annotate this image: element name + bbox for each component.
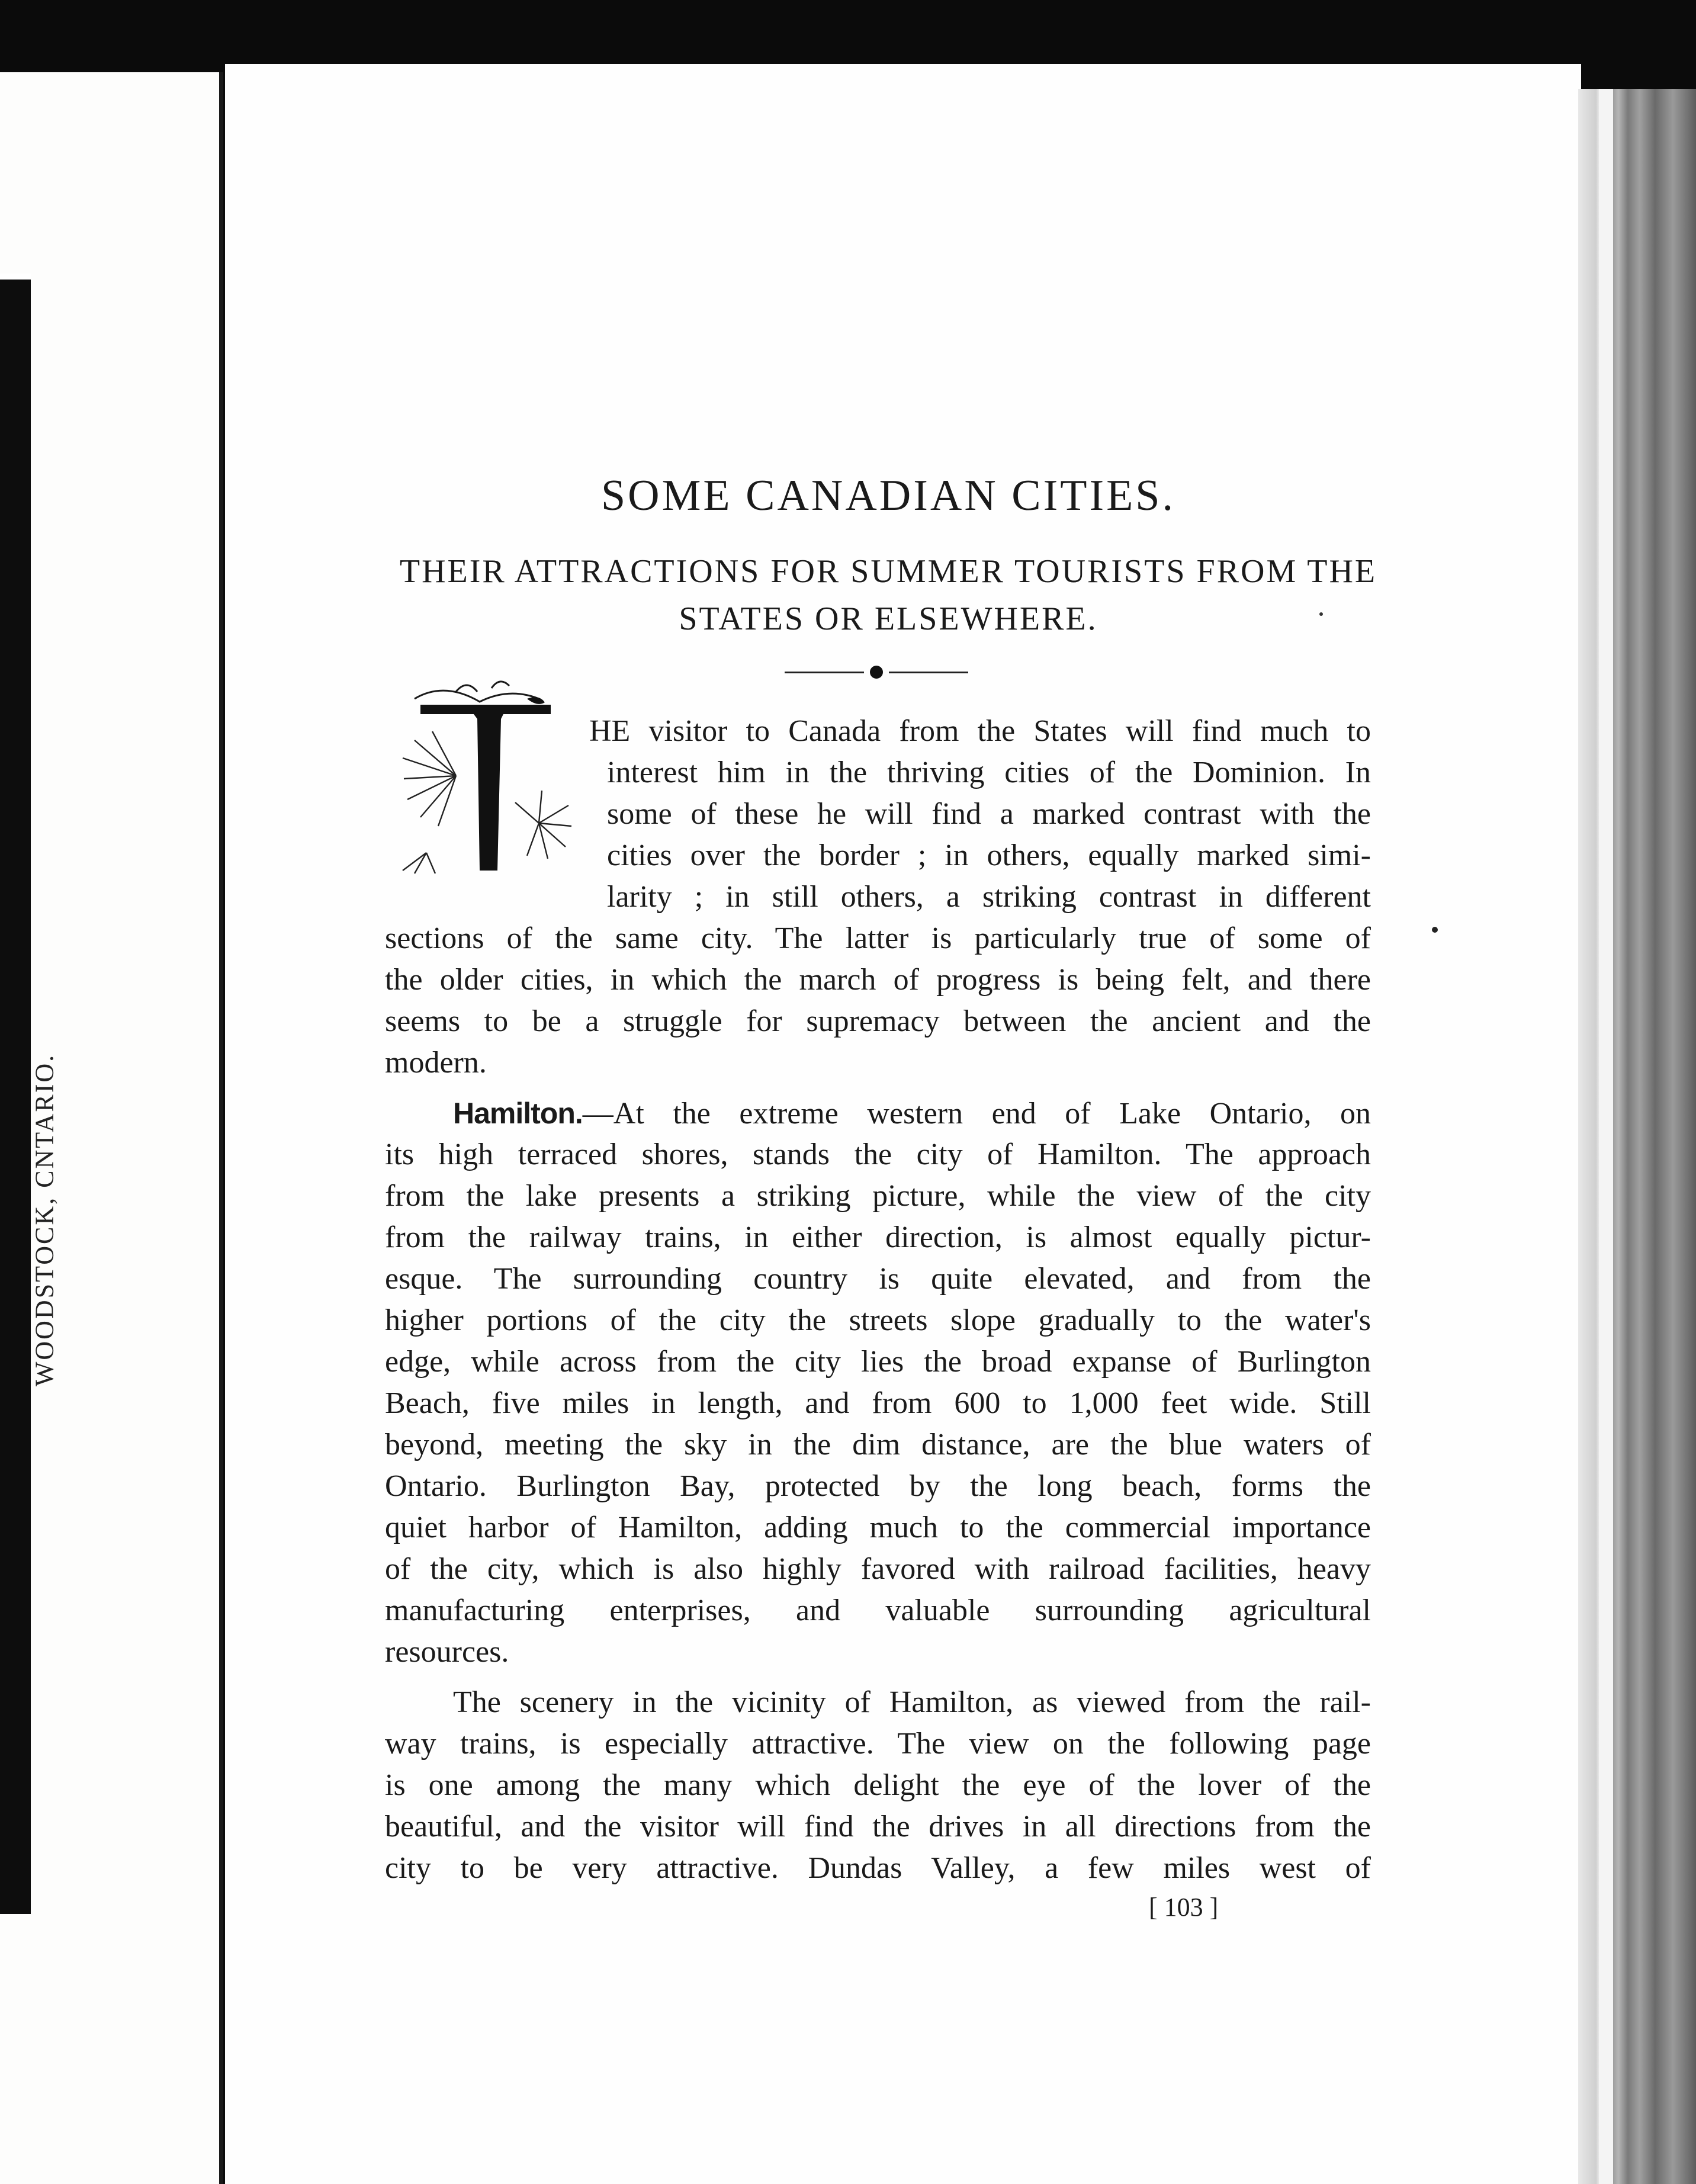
page-edge-highlight bbox=[1599, 89, 1613, 2184]
body-text-line: beyond, meeting the sky in the dim distance, are the blue waters of bbox=[385, 1428, 1371, 1462]
body-text-line: cities over the border ; in others, equally marked simi- bbox=[607, 839, 1371, 872]
body-text-line: its high terraced shores, stands the city of Hamilton. The approach bbox=[385, 1138, 1371, 1171]
body-text-line: the older cities, in which the march of progress is being felt, and there bbox=[385, 963, 1371, 997]
body-text-line: some of these he will find a marked contrast with the bbox=[607, 797, 1371, 831]
body-text-line: seems to be a struggle for supremacy between the ancient and the bbox=[385, 1004, 1371, 1038]
left-page-illustration-edge bbox=[0, 274, 31, 1914]
body-text-line: larity ; in still others, a striking contrast in different bbox=[607, 880, 1371, 914]
body-text-line: resources. bbox=[385, 1635, 509, 1669]
scan-speck bbox=[1319, 612, 1323, 616]
page-title: SOME CANADIAN CITIES. bbox=[601, 471, 1175, 520]
body-text-line: from the railway trains, in either direction, is almost equally pictur- bbox=[385, 1221, 1371, 1254]
body-text-line: interest him in the thriving cities of the Dominion. In bbox=[607, 756, 1371, 789]
body-text-line: beautiful, and the visitor will find the drives in all directions from the bbox=[385, 1810, 1371, 1843]
page-number: [ 103 ] bbox=[1149, 1893, 1219, 1922]
body-text-run: At the extreme western end of Lake Ontario, on bbox=[613, 1097, 1371, 1130]
decorative-dropcap-t-icon bbox=[391, 675, 580, 876]
body-text-line: quiet harbor of Hamilton, adding much to the commercial importance bbox=[385, 1511, 1371, 1544]
body-text-line: Ontario. Burlington Bay, protected by the long beach, forms the bbox=[385, 1469, 1371, 1503]
body-text-line: city to be very attractive. Dundas Valley, a few miles west of bbox=[385, 1851, 1371, 1885]
book-page-edges bbox=[1578, 89, 1696, 2184]
body-text-line: esque. The surrounding country is quite elevated, and from the bbox=[385, 1262, 1371, 1296]
body-text-line: sections of the same city. The latter is particularly true of some of bbox=[385, 921, 1371, 955]
scan-speck bbox=[1432, 927, 1438, 933]
left-page-caption: WOODSTOCK, CNTARIO. bbox=[30, 1053, 59, 1387]
body-text-line: from the lake presents a striking picture, while the view of the city bbox=[385, 1179, 1371, 1213]
body-text-line: The scenery in the vicinity of Hamilton, as viewed from the rail- bbox=[453, 1685, 1371, 1719]
em-dash: — bbox=[582, 1097, 613, 1130]
body-text-line: modern. bbox=[385, 1046, 487, 1080]
body-text-line: is one among the many which delight the eye of the lover of the bbox=[385, 1768, 1371, 1802]
subtitle-line: STATES OR ELSEWHERE. bbox=[679, 600, 1098, 637]
page-subtitle bbox=[367, 548, 1409, 643]
body-text-line: higher portions of the city the streets slope gradually to the water's bbox=[385, 1303, 1371, 1337]
ornament-divider bbox=[785, 663, 968, 681]
subtitle-line: THEIR ATTRACTIONS FOR SUMMER TOURISTS FROM THE bbox=[399, 553, 1377, 590]
body-text-line: edge, while across from the city lies the broad expanse of Burlington bbox=[385, 1345, 1371, 1379]
body-text-line: HE visitor to Canada from the States will find much to bbox=[589, 714, 1371, 748]
hamilton-heading: Hamilton. bbox=[453, 1097, 583, 1130]
body-text-line: Beach, five miles in length, and from 600 to 1,000 feet wide. Still bbox=[385, 1386, 1371, 1420]
body-text-line: manufacturing enterprises, and valuable surrounding agricultural bbox=[385, 1594, 1371, 1627]
body-text-line: way trains, is especially attractive. The view on the following page bbox=[385, 1727, 1371, 1761]
body-text-line-hamilton bbox=[385, 1093, 1371, 1134]
body-text-line: of the city, which is also highly favored with railroad facilities, heavy bbox=[385, 1552, 1371, 1586]
